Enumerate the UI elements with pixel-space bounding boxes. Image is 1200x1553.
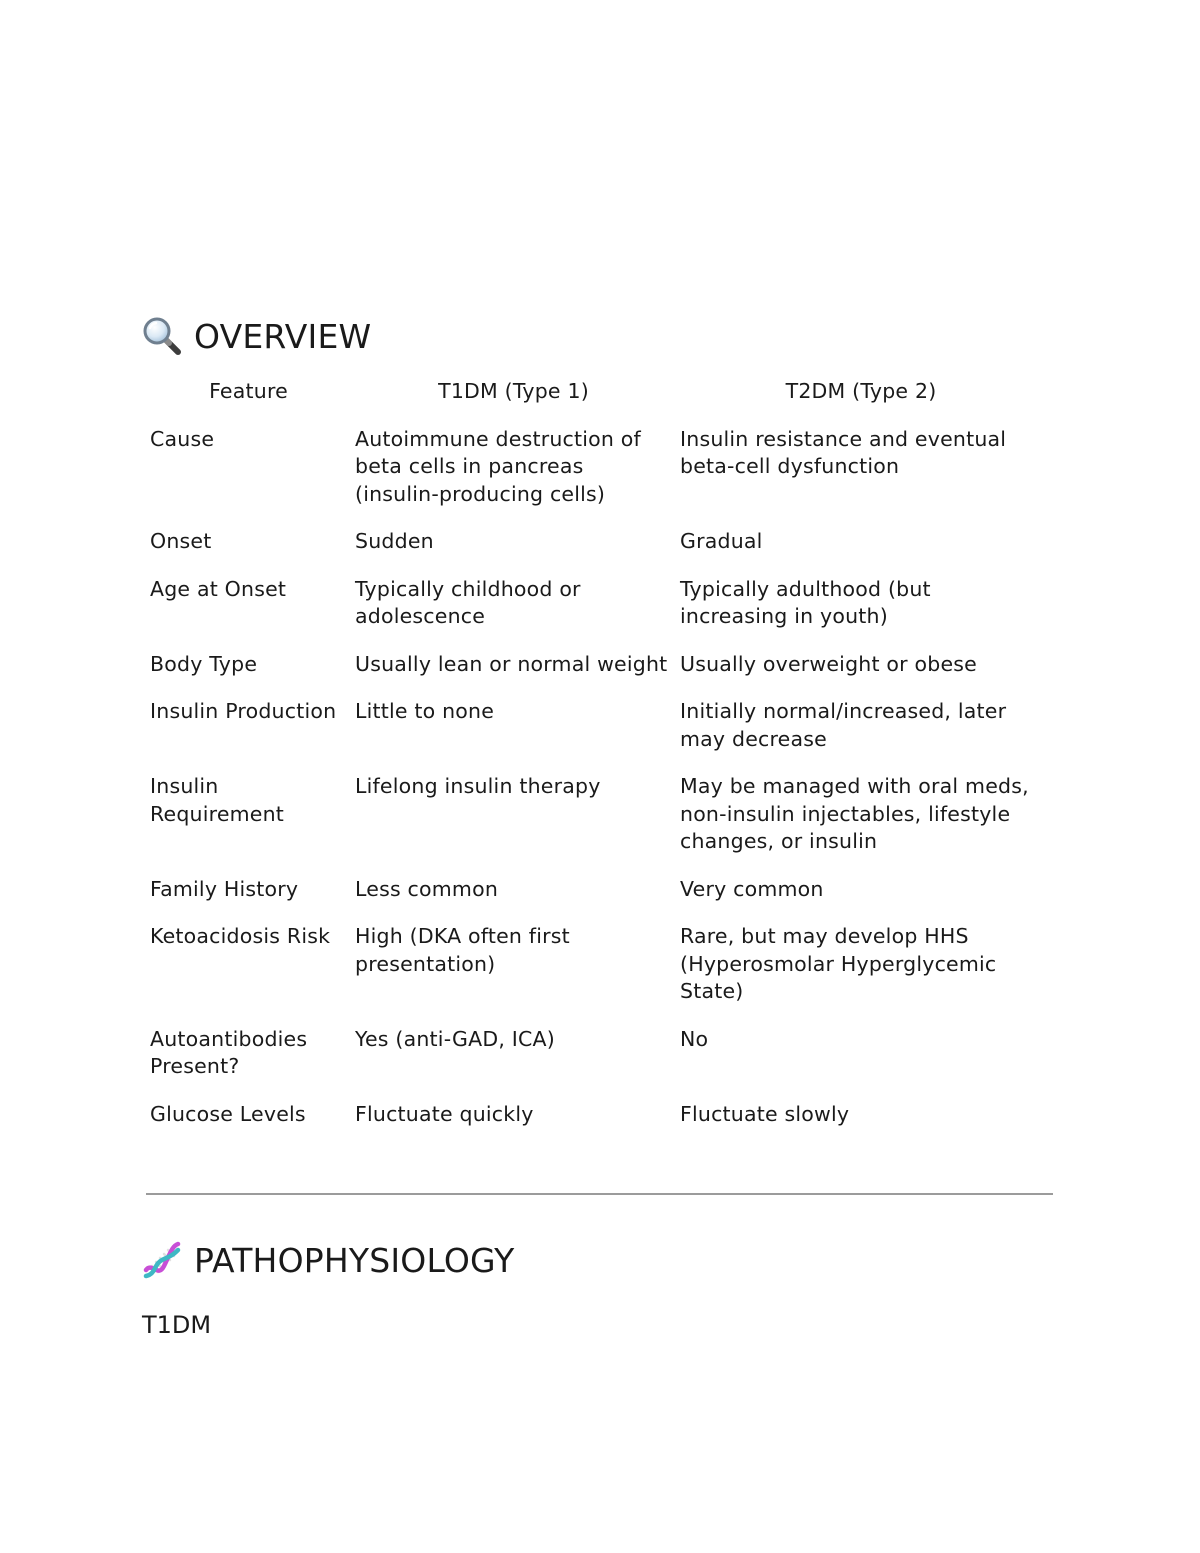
table-row [146,1026,1046,1101]
dna-icon [142,1240,182,1280]
feature-cell: Family History [150,876,299,901]
overview-heading [142,316,371,356]
overview-title: OVERVIEW [194,316,372,356]
table-row [146,528,1046,576]
table-header-row [146,376,1046,426]
feature-cell: Age at Onset [150,576,287,601]
table-row [146,651,1046,699]
pathophysiology-heading [142,1240,515,1280]
t1dm-cell: Usually lean or normal weight [355,651,668,676]
comparison-table [146,376,1046,1148]
table-row [146,923,1046,1026]
t1dm-cell: Yes (anti-GAD, ICA) [355,1026,555,1051]
feature-cell: Insulin Requirement [150,774,285,826]
t1dm-cell: High (DKA often first presentation) [355,924,570,976]
header-feature: Feature [209,379,288,403]
t2dm-cell: Insulin resistance and eventual beta-cell dysfunction [680,426,1007,478]
feature-cell: Autoantibodies Present? [150,1026,308,1078]
t2dm-cell: Initially normal/increased, later may decrease [680,699,1007,751]
header-t2dm: T2DM (Type 2) [785,379,937,403]
t1dm-cell: Little to none [355,699,495,723]
t1dm-cell: Lifelong insulin therapy [355,774,601,798]
section-divider [146,1193,1053,1195]
t2dm-cell: Typically adulthood (but increasing in youth) [680,576,931,628]
t2dm-cell: Usually overweight or obese [680,651,977,676]
feature-cell: Ketoacidosis Risk [150,924,331,948]
feature-cell: Cause [150,426,215,451]
t2dm-cell: May be managed with oral meds, non-insulin injectables, lifestyle changes, or insulin [680,774,1029,853]
t2dm-cell: Fluctuate slowly [680,1101,850,1126]
t2dm-cell: Very common [680,876,824,901]
t2dm-cell: Rare, but may develop HHS (Hyperosmolar Hyperglycemic State) [680,924,997,1003]
table-row [146,1101,1046,1149]
table-row [146,698,1046,773]
table-row [146,876,1046,924]
t1dm-cell: Fluctuate quickly [355,1101,534,1126]
table-row [146,773,1046,876]
header-t1dm: T1DM (Type 1) [438,379,589,403]
t1dm-cell: Typically childhood or adolescence [355,576,581,628]
feature-cell: Glucose Levels [150,1101,306,1126]
t1dm-subheading: T1DM [142,1311,212,1339]
t1dm-cell: Sudden [355,529,434,553]
feature-cell: Body Type [150,651,258,676]
feature-cell: Insulin Production [150,699,337,723]
table-row [146,426,1046,529]
t1dm-cell: Less common [355,876,499,901]
t1dm-cell: Autoimmune destruction of beta cells in pancreas (insulin-producing cells) [355,426,641,506]
magnifying-glass-icon [142,316,182,356]
table-row [146,576,1046,651]
t2dm-cell: No [680,1026,709,1051]
pathophysiology-title: PATHOPHYSIOLOGY [194,1240,515,1280]
t2dm-cell: Gradual [680,529,763,553]
feature-cell: Onset [150,529,212,553]
